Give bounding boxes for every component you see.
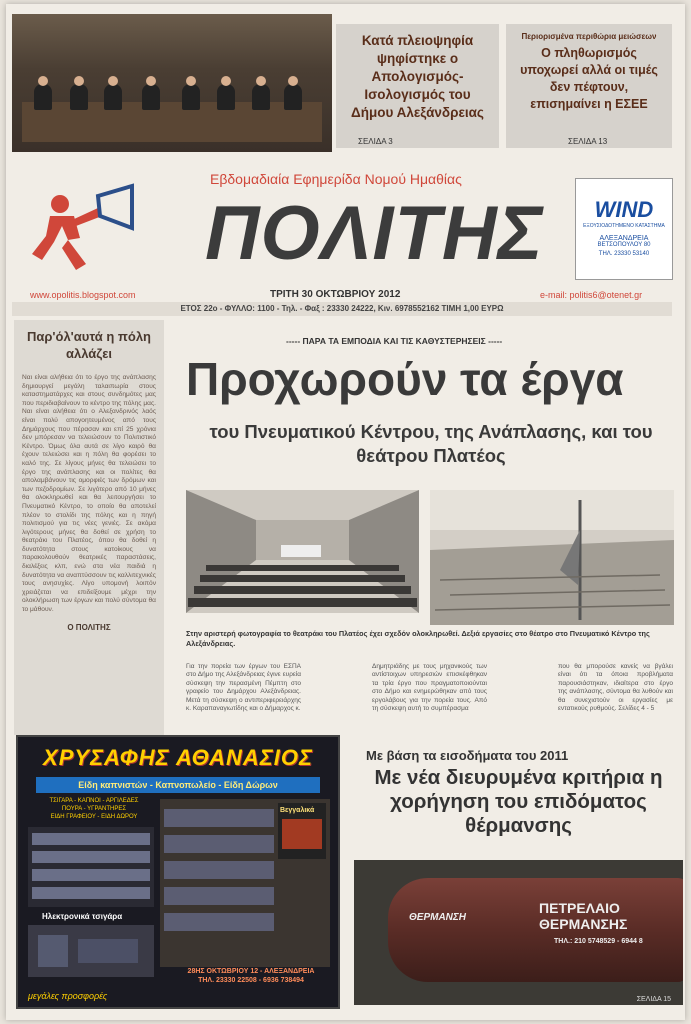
shop-contact (166, 967, 336, 985)
editorial-signature: Ο ΠΟΛΙΤΗΣ (67, 622, 111, 632)
person-head (38, 76, 48, 86)
story-column-2: Δημητριάδης με τους μηχανικούς των αντίστοιχων υπηρεσιών επισκέφθηκαν τα τρία έργο που πραγματοποιούνται στο Δήμο και ενημερώθηκαν από τους εργολάβους για την πορεία τους. Από τη σύσκεψη αυτή το συμπέρασμα (372, 663, 487, 713)
issue-info-bar: ΕΤΟΣ 22ο - ΦΥΛΛΟ: 1100 - Τηλ. - Φαξ : 23330 24222, Κιν. 6978552162 ΤΙΜΗ 1,00 ΕΥΡΩ (12, 302, 672, 316)
person-head (74, 76, 84, 86)
wind-city: ΑΛΕΞΑΝΔΡΕΙΑ (599, 235, 649, 242)
editorial-column (14, 320, 164, 735)
wind-phone: ΤΗΛ. 23330 53140 (598, 251, 650, 257)
shelves-photo (28, 827, 154, 907)
story-column-3: που θα μπορούσε κανείς να βγάλει είναι ότι τα όποια προβλήματα παρουσιάστηκαν, ιδιαίτερα στο έργο της ανάπλασης, σύντομα θα λυθούν και θα συνεχιστούν οι εργασίες με εντατικούς ρυθμούς. Σελίδες 4 - 5 (558, 663, 673, 713)
wind-street: ΒΕΤΣΟΠΟΥΛΟΥ 80 (597, 242, 651, 248)
photo-caption: Στην αριστερή φωτογραφία το θεατράκι του Πλατέος έχει σχεδόν ολοκληρωθεί. Δεξιά εργασίες στο θέατρο στο Πνευματικό Κέντρο της Αλεξάνδρειας. (186, 629, 650, 648)
teaser-headline: Κατά πλειοψηφία ψηφίστηκε ο Απολογισμός- Ισολογισμός του Δήμου Αλεξάνδρειας (351, 33, 484, 120)
teaser-headline: Ο πληθωρισμός υποχωρεί αλλά οι τιμές δεν πέφτουν, επισημαίνει η ΕΣΕΕ (520, 46, 658, 111)
person-figure (252, 84, 270, 110)
shop-phone: ΤΗΛ. 23330 22508 - 6936 738494 (198, 977, 304, 984)
story-column-1: Για την πορεία των έργων του ΕΣΠΑ στο Δήμο της Αλεξάνδρειας έγινε ευρεία σύσκεψη την περασμένη Πέμπτη στο γραφείο του Δημάρχου Αλεξάνδρειας. Μετά τη σύσκεψη ο αντιπεριφερειάρχης κ. Καραπαναγιωτίδης και ο Δήμαρχος κ. (186, 663, 301, 713)
heating-headline[interactable]: Με νέα διευρυμένα κριτήρια η χορήγηση του επιδόματος θέρμανσης (374, 766, 663, 837)
construction-photo (430, 490, 674, 625)
heating-page-ref: ΣΕΛΙΔΑ 15 (636, 996, 671, 1003)
editorial-body: Ναι είναι αλήθεια ότι το έργο της ανάπλασης δημιουργεί μεγάλη ταλαιπωρία στους καταστηματάρχες και στους συνδημότες μας που περιδιαβαίνουν το κέντρο της πόλης μας. Ναι είναι αλήθεια ότι ο Αλεξανδρινός λαός είναι πολύ απογοητευμένος από τους Δημάρχους που πέρασαν και επί 25 χρόνια δεν μπόρεσαν να τελειώσουν το Πολιτιστικό Κέντρο. Όμως όλα αυτά σε λίγο καιρό θα έχουν τελειώσει και η πόλη θα φορέσει το καλό της. Σε λίγους μήνες θα τελειώσει το έργο της ανάπλασης και οι πολίτες θα απολαμβάνουν τις ομορφιές των δρόμων και των πεζοδρομίων. Σε λιγότερο από 10 μήνες θα ολοκληρωθεί και θα λειτουργήσει το Πνευματικό Κέντρο, το οποίο θα αποτελεί πλέον το στολίδι της πόλης και η πηγή πολιτισμού για τις νέες γενιές. Σε ακόμα λιγότερους μήνες θα δοθεί σε χρήση το θεατράκι του Πλατέος, όπου θα δοθεί η δυνατότητα στους κατοίκους να παρακολουθούν θεατρικές παραστάσεις, διαλέξεις κλπ, ενώ στα νέα παιδιά η δυνατότητα να αναπτύσσουν τις καλλιτεχνικές τους ανησυχίες. Λίγο υπομονή λοιπόν χρειάζεται να επιδείξουμε μέχρι την ολοκλήρωση των έργων και πολύ σύντομα θα το μάθουν. (22, 374, 156, 614)
heating-oil-truck-photo (354, 860, 683, 1005)
person-figure (217, 84, 235, 110)
council-meeting-photo (12, 14, 332, 152)
masthead-tagline: Εβδομαδιαία Εφημερίδα Νομού Ημαθίας (210, 171, 462, 187)
newspaper-title: ΠΟΛΙΤΗΣ (205, 191, 544, 276)
main-headline[interactable]: Προχωρούν τα έργα (186, 353, 624, 405)
teaser-council[interactable] (336, 24, 499, 148)
person-figure (182, 84, 200, 110)
person-head (146, 76, 156, 86)
shop-name: ΧΡΥΣΑΦΗΣ ΑΘΑΝΑΣΙΟΣ (43, 745, 313, 770)
person-figure (70, 84, 88, 110)
heating-kicker: Με βάση τα εισοδήματα του 2011 (366, 748, 569, 763)
wind-store-ad[interactable] (575, 178, 673, 280)
tank-phone: ΤΗΛ.: 210 5748529 - 6944 8 (554, 938, 643, 945)
tank-small-label: ΘΕΡΜΑΝΣΗ (409, 912, 467, 923)
fireworks-sign: Βεγγαλικά (280, 807, 315, 814)
person-figure (284, 84, 302, 110)
megaphone-runner-logo (28, 182, 138, 282)
issue-date: ΤΡΙΤΗ 30 ΟΚΤΩΒΡΙΟΥ 2012 (270, 289, 401, 300)
meeting-table (22, 102, 322, 142)
ecig-photo (28, 925, 154, 977)
person-head (186, 76, 196, 86)
person-head (256, 76, 266, 86)
wind-subtitle: ΕΞΟΥΣΙΟΔΟΤΗΜΕΝΟ ΚΑΤΑΣΤΗΜΑ (583, 223, 665, 229)
website-link[interactable]: www.opolitis.blogspot.com (30, 290, 136, 300)
main-subheadline: του Πνευματικού Κέντρου, της Ανάπλασης, και του θεάτρου Πλατέος (209, 421, 653, 466)
main-story-kicker: ----- ΠΑΡΑ ΤΑ ΕΜΠΟΔΙΑ ΚΑΙ ΤΙΣ ΚΑΘΥΣΤΕΡΗΣΕΙΣ ----- (286, 336, 503, 346)
ecig-label: Ηλεκτρονικά τσιγάρα (42, 912, 123, 921)
shop-products: ΤΣΙΓΑΡΑ - ΚΑΠΝΟΙ - ΑΡΓΙΛΕΔΕΣ ΠΟΥΡΑ - ΥΓΡΑΝΤΗΡΕΣ ΕΙΔΗ ΓΡΑΦΕΙΟΥ - ΕΙΔΗ ΔΩΡΟΥ (49, 798, 139, 820)
teaser-page-ref: ΣΕΛΙΔΑ 13 (568, 137, 608, 146)
wind-logo: WIND (594, 197, 654, 222)
theatre-hall-photo (186, 490, 419, 613)
person-head (108, 76, 118, 86)
shop-categories: Είδη καπνιστών - Καπνοπωλείο - Είδη Δώρων (36, 777, 320, 793)
person-head (221, 76, 231, 86)
email-link[interactable]: e-mail: politis6@otenet.gr (540, 290, 643, 300)
teaser-kicker: Περιορισμένα περιθώρια μειώσεων (521, 32, 657, 41)
shop-address: 28ΗΣ ΟΚΤΩΒΡΙΟΥ 12 - ΑΛΕΞΑΝΔΡΕΙΑ (187, 968, 315, 975)
teaser-inflation[interactable] (506, 24, 672, 148)
tank-label: ΠΕΤΡΕΛΑΙΟ ΘΕΡΜΑΝΣΗΣ (539, 900, 628, 932)
person-head (288, 76, 298, 86)
editorial-title: Παρ'όλ'αυτά η πόλη αλλάζει (27, 329, 151, 361)
person-figure (104, 84, 122, 110)
person-figure (142, 84, 160, 110)
shop-offer: μεγάλες προσφορές (28, 991, 108, 1001)
person-figure (34, 84, 52, 110)
tobacco-shop-ad[interactable] (16, 735, 340, 1009)
store-interior-photo (160, 799, 330, 967)
teaser-page-ref: ΣΕΛΙΔΑ 3 (358, 137, 393, 146)
